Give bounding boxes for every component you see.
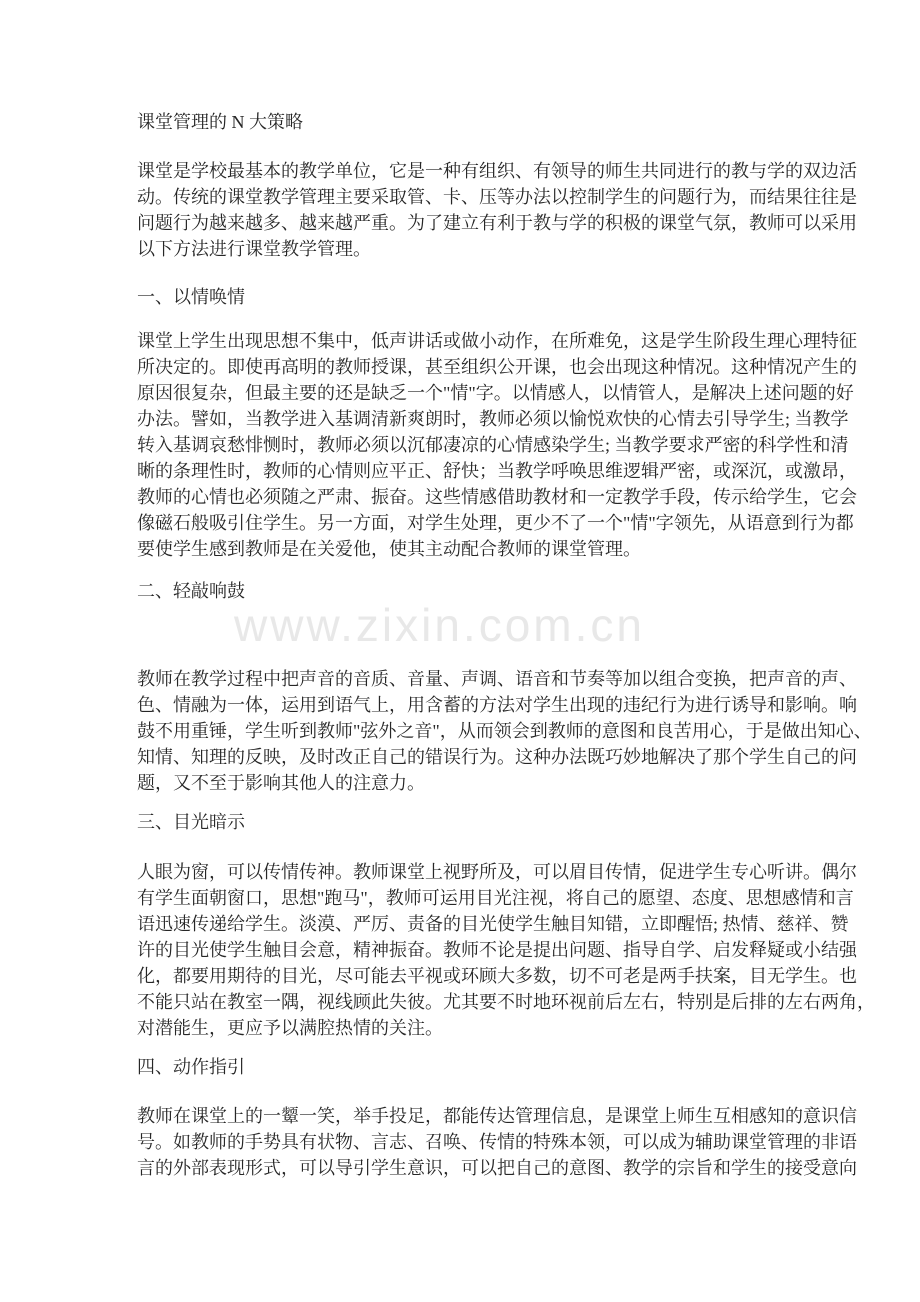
text-line: 语迅速传递给学生。淡漠、严厉、责备的目光使学生触目知错，立即醒悟; 热情、慈祥、赞 (137, 914, 849, 934)
paragraph-section-2 (137, 666, 872, 796)
text-line: 转入基调哀愁悱恻时，教师必须以沉郁凄凉的心情感染学生; 当教学要求严密的科学性和清 (137, 435, 849, 455)
paragraph-section-4 (137, 1103, 857, 1181)
section-heading-2: 二、轻敲响鼓 (137, 581, 245, 601)
text-line: 办法。譬如，当教学进入基调清新爽朗时，教师必须以愉悦欢快的心情去引导学生; 当教学 (137, 409, 849, 429)
text-line: 有学生面朝窗口，思想"跑马"，教师可运用目光注视，将自己的愿望、态度、思想感情和言 (137, 888, 854, 908)
text-line: 原因很复杂，但最主要的还是缺乏一个"情"字。以情感人，以情管人，是解决上述问题的好 (137, 383, 854, 403)
text-line: 色、情融为一体，运用到语气上，用含蓄的方法对学生出现的违纪行为进行诱导和影响。响 (137, 695, 857, 715)
paragraph-section-1 (137, 328, 857, 562)
text-line: 对潜能生，更应予以满腔热情的关注。 (137, 1018, 443, 1038)
text-line: 教师的心情也必须随之严肃、振奋。这些情感借助教材和一定教学手段，传示给学生，它会 (137, 487, 857, 507)
text-line: 动。传统的课堂教学管理主要采取管、卡、压等办法以控制学生的问题行为，而结果往往是 (137, 187, 857, 207)
text-line: 课堂上学生出现思想不集中，低声讲话或做小动作，在所难免，这是学生阶段生理心理特征 (137, 331, 857, 351)
text-line: 所决定的。即使再高明的教师授课，甚至组织公开课，也会出现这种情况。这种情况产生的 (137, 357, 857, 377)
section-heading-4: 四、动作指引 (137, 1057, 245, 1077)
text-line: 要使学生感到教师是在关爱他，使其主动配合教师的课堂管理。 (137, 539, 641, 559)
text-line: 题，又不至于影响其他人的注意力。 (137, 773, 425, 793)
text-line: 问题行为越来越多、越来越严重。为了建立有利于教与学的积极的课堂气氛，教师可以采用 (137, 213, 857, 233)
text-line: 许的目光使学生触目会意，精神振奋。教师不论是提出问题、指导自学、启发释疑或小结强 (137, 940, 857, 960)
section-heading-3: 三、目光暗示 (137, 812, 245, 832)
text-line: 言的外部表现形式，可以导引学生意识，可以把自己的意图、教学的宗旨和学生的接受意向 (137, 1158, 857, 1178)
text-line: 课堂是学校最基本的教学单位，它是一种有组织、有领导的师生共同进行的教与学的双边活 (137, 161, 857, 181)
text-line: 人眼为窗，可以传情传神。教师课堂上视野所及，可以眉目传情，促进学生专心听讲。偶尔 (137, 862, 857, 882)
text-line: 像磁石般吸引住学生。另一方面，对学生处理，更少不了一个"情"字领先，从语意到行为都 (137, 513, 854, 533)
text-line: 化，都要用期待的目光，尽可能去平视或环顾大多数，切不可老是两手扶案，目无学生。也 (137, 966, 857, 986)
paragraph-intro (137, 158, 857, 262)
text-line: 教师在教学过程中把声音的音质、音量、声调、语音和节奏等加以组合变换，把声音的声、 (137, 669, 857, 689)
watermark-text: www.zixin.com.cn (234, 599, 645, 651)
text-line: 不能只站在教室一隅，视线顾此失彼。尤其要不时地环视前后左右，特别是后排的左右两角， (137, 992, 875, 1012)
text-line: 晰的条理性时，教师的心情则应平正、舒快；当教学呼唤思维逻辑严密，或深沉，或激昂， (137, 461, 857, 481)
section-heading-1: 一、以情唤情 (137, 287, 245, 307)
text-line: 知情、知理的反映，及时改正自己的错误行为。这种办法既巧妙地解决了那个学生自己的问 (137, 747, 857, 767)
text-line: 号。如教师的手势具有状物、言志、召唤、传情的特殊本领，可以成为辅助课堂管理的非语 (137, 1132, 857, 1152)
text-line: 教师在课堂上的一颦一笑，举手投足，都能传达管理信息，是课堂上师生互相感知的意识信 (137, 1106, 857, 1126)
text-line: 以下方法进行课堂教学管理。 (137, 239, 371, 259)
text-line: 鼓不用重锤，学生听到教师"弦外之音"，从而领会到教师的意图和良苦用心，于是做出知心、 (137, 721, 872, 741)
document-title: 课堂管理的 N 大策略 (137, 112, 303, 132)
paragraph-section-3 (137, 859, 875, 1041)
